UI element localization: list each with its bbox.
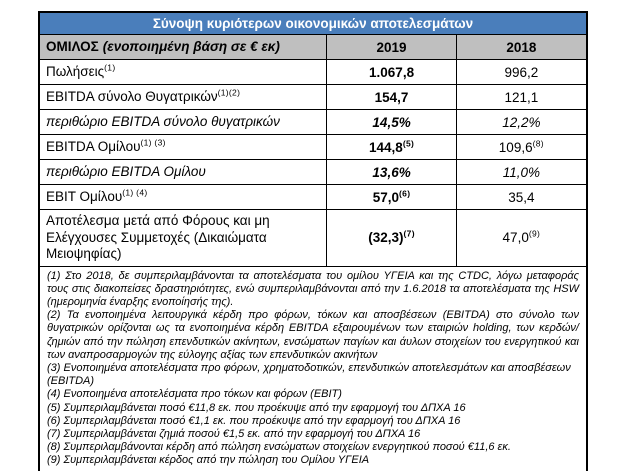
footnote-line: (4) Ενοποιημένα αποτελέσματα προ τόκων και φόρων (EBIT): [47, 388, 342, 401]
table-row: [40, 135, 586, 160]
table-row: [40, 60, 586, 85]
value-2018: 35,4: [508, 189, 535, 205]
footnote-line: (1) Στο 2018, δε συμπεριλαμβάνονται τα αποτελέσματα του ομίλου ΥΓΕΙΑ και της CTDC, λόγω μεταφοράς τους στις διακοπείσες δραστηριότητες, ενώ συμπεριλαμβάνονται από την 1.6.2018 τα αποτελέσματα της HSW (ημερομηνία έναρξης ενοποίησής της).: [47, 269, 579, 308]
header-year-2019: 2019: [327, 35, 456, 59]
value-2019: 154,7: [327, 85, 456, 109]
value-2019: 1.067,8: [327, 60, 456, 84]
footnote-ref: (8): [532, 138, 544, 148]
footnote-line: (2) Τα ενοποιημένα λειτουργικά κέρδη προ φόρων, τόκων και αποσβέσεων (EBITDA) στο σύνολο των θυγατρικών ορίζονται ως τα ενοποιημένα κέρδη EBITDA εξαιρουμένων των εταιριών holding, των κερδών/ζημιών από την πώληση επενδυτικών ακίνητων, ενσώματων παγίων και άυλων στοιχείων του ενεργητικού και των αναπροσαρμογών της εύλογης αξίας των επενδυτικών ακινήτων: [47, 309, 579, 361]
value-2018: 121,1: [504, 89, 539, 105]
footnote-ref: (1) (3): [140, 137, 166, 148]
table-title: Σύνοψη κυριότερων οικονομικών αποτελεσμάτων: [40, 13, 586, 35]
value-2019: 13,6%: [327, 160, 456, 184]
footnote-ref: (1) (4): [122, 187, 148, 198]
row-label: περιθώριο EBITDA σύνολο θυγατρικών: [40, 110, 327, 134]
row-label: EBITDA σύνολο Θυγατρικών$^{(1)(2)}$: [40, 85, 327, 109]
footnote-ref: (1): [104, 62, 116, 73]
value-2018: 47,0$^{(9)}$: [502, 228, 541, 246]
row-label: Πωλήσεις$^{(1)}$: [40, 60, 327, 84]
footnote-ref: (1)(2): [217, 87, 241, 98]
value-2018: 109,6$^{(8)}$: [498, 138, 544, 155]
table-row: [40, 160, 586, 185]
footnote-ref: (9): [528, 228, 541, 239]
row-label: EBIT Ομίλου$^{(1) (4)}$: [40, 185, 327, 209]
header-group-note: (ενοποιημένη βάση σε € εκ): [102, 38, 280, 54]
footnotes-section: [40, 267, 586, 471]
row-label: Αποτέλεσμα μετά από Φόρους και μη Ελέγχουσες Συμμετοχές (Δικαιώματα Μειοψηφίας): [40, 210, 327, 266]
value-2019: 57,0$^{(6)}$: [327, 185, 456, 209]
value-2018: 996,2: [504, 64, 539, 80]
value-2019: 144,8$^{(5)}$: [327, 135, 456, 159]
footnote-line: (3) Ενοποιημένα αποτελέσματα προ φόρων, χρηματοδοτικών, επενδυτικών αποτελεσμάτων και αποσβέσεων (EBITDA): [47, 361, 571, 388]
value-2018: 12,2%: [502, 114, 541, 130]
value-2018: 11,0%: [502, 164, 540, 180]
financial-summary-table: [38, 11, 588, 471]
row-label: EBITDA Ομίλου$^{(1) (3)}$: [40, 135, 327, 159]
table-row: [40, 210, 586, 267]
footnote-ref: (7): [403, 228, 415, 239]
footnote-line: (7) Συμπεριλαμβάνεται ζημιά ποσού €1,5 εκ. από την εφαρμογή του ΔΠΧΑ 16: [47, 427, 421, 440]
table-header-row: [40, 35, 586, 60]
row-label: περιθώριο EBITDA Ομίλου: [40, 160, 327, 184]
footnote-ref: (5): [402, 138, 415, 148]
header-year-2018: 2018: [506, 39, 537, 55]
footnote-line: (9) Συμπεριλαμβάνεται κέρδος από την πώληση του Ομίλου ΥΓΕΙΑ: [47, 454, 370, 467]
footnote-line: (6) Συμπεριλαμβάνεται ποσό €1,1 εκ. που προέκυψε από την εφαρμογή του ΔΠΧΑ 16: [47, 414, 461, 427]
footnote-line: (8) Συμπεριλαμβάνονται κέρδη από πώληση ενσώματων στοιχείων ενεργητικού ποσού €11,6 εκ.: [47, 441, 511, 454]
table-row: [40, 85, 586, 110]
value-2019: $(32,3)^{(7)}$: [327, 210, 456, 266]
footnote-line: (5) Συμπεριλαμβάνεται ποσό €11,8 εκ. που προέκυψε από την εφαρμογή του ΔΠΧΑ 16: [47, 401, 466, 414]
value-2019: 14,5%: [327, 110, 456, 134]
header-group-cell: [40, 35, 327, 59]
table-row: [40, 185, 586, 210]
table-row: [40, 110, 586, 135]
footnote-ref: (6): [399, 188, 411, 198]
header-group-label: ΟΜΙΛΟΣ: [46, 38, 99, 54]
